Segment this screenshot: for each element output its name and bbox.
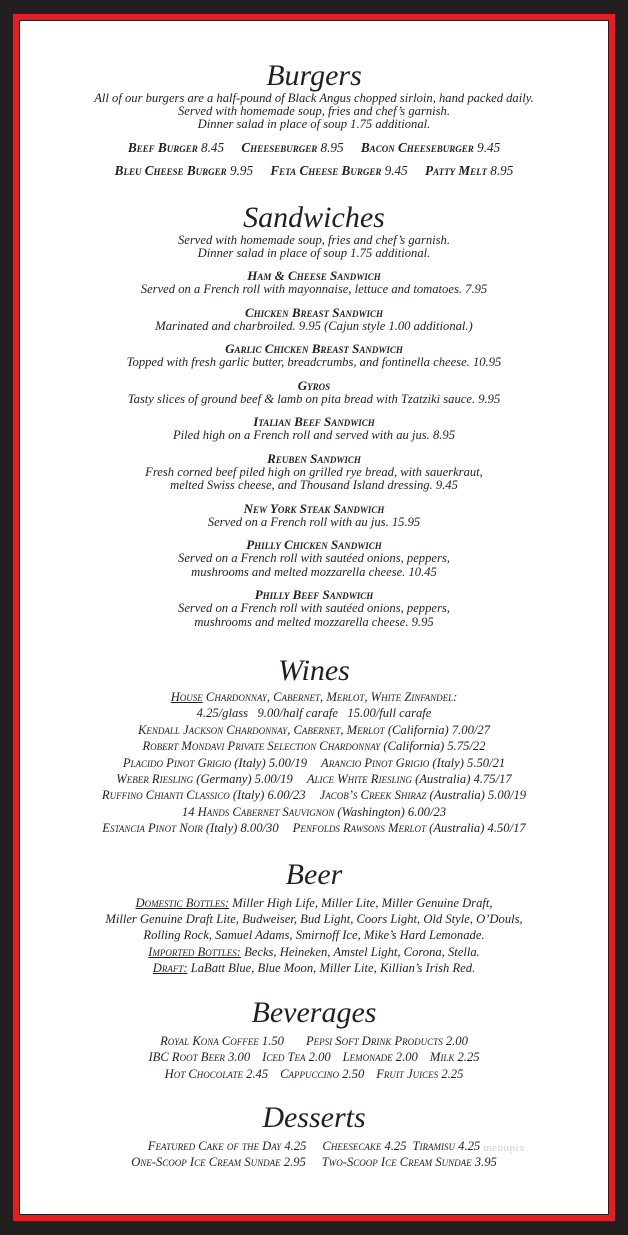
beer-title: Beer bbox=[285, 857, 343, 891]
sandwich-desc: mushrooms and melted mozzarella cheese. 10.45 bbox=[191, 564, 437, 579]
beer-domestic-line bbox=[35, 895, 593, 911]
burger-name: Cheeseburger bbox=[241, 140, 318, 155]
wine-name: Placido Pinot Grigio bbox=[122, 755, 232, 770]
dessert-price: 4.25 bbox=[381, 1138, 407, 1153]
beverage-line bbox=[35, 1066, 593, 1082]
beer-draft-label: Draft: bbox=[152, 961, 188, 976]
sandwich-name: Philly Chicken Sandwich bbox=[246, 537, 382, 552]
beverage-price: 2.45 bbox=[242, 1066, 269, 1081]
wine-name: Weber Riesling bbox=[116, 772, 194, 787]
beer-domestic-label: Domestic Bottles: bbox=[135, 895, 230, 910]
beverages-title: Beverages bbox=[251, 995, 377, 1029]
sandwich-item bbox=[35, 587, 593, 629]
wine-detail: (California) 5.75/22 bbox=[380, 739, 486, 754]
sandwich-desc: Served on a French roll with au jus. 15.95 bbox=[207, 514, 421, 529]
menu-content bbox=[35, 60, 593, 1171]
beverage-name: Pepsi Soft Drink Products bbox=[305, 1033, 443, 1048]
sandwich-desc: mushrooms and melted mozzarella cheese. 9.95 bbox=[194, 614, 434, 629]
sandwich-desc: Topped with fresh garlic butter, breadcrumbs, and fontinella cheese. 10.95 bbox=[126, 355, 502, 369]
sandwich-name: Garlic Chicken Breast Sandwich bbox=[225, 341, 403, 356]
burger-name: Beef Burger bbox=[127, 140, 198, 155]
sandwich-desc: Fresh corned beef piled high on grilled rye bread, with sauerkraut, bbox=[145, 464, 483, 479]
sandwich-desc: Served on a French roll with sautéed onions, peppers, bbox=[178, 601, 450, 615]
beverage-line bbox=[35, 1033, 593, 1049]
dessert-price: 4.25 bbox=[455, 1138, 481, 1153]
beverage-name: Royal Kona Coffee bbox=[160, 1033, 259, 1048]
wines-title: Wines bbox=[278, 654, 350, 687]
sandwich-name: Italian Beef Sandwich bbox=[253, 414, 375, 429]
dessert-name: Tiramisu bbox=[412, 1138, 456, 1153]
burgers-intro-line: Served with homemade soup, fries and chef’s garnish. bbox=[177, 104, 450, 118]
wine-detail: (Italy) 5.50/21 bbox=[429, 755, 506, 770]
sandwiches-intro-line: Dinner salad in place of soup 1.75 additional. bbox=[197, 246, 431, 260]
wine-house-varieties: Chardonnay, Cabernet, Merlot, White Zinfandel: bbox=[202, 690, 458, 704]
wine-line bbox=[35, 771, 593, 787]
beer-domestic-list: Miller High Life, Miller Lite, Miller Genuine Draft, bbox=[229, 895, 493, 910]
beverage-name: Iced Tea bbox=[262, 1050, 306, 1065]
sandwich-item bbox=[35, 305, 593, 334]
wine-detail: (Germany) 5.00/19 bbox=[193, 772, 293, 787]
beverage-price: 2.50 bbox=[339, 1066, 365, 1081]
wine-name: Ruffino Chianti Classico bbox=[101, 788, 230, 803]
sandwich-name: Philly Beef Sandwich bbox=[254, 587, 374, 602]
sandwich-name: Chicken Breast Sandwich bbox=[244, 304, 384, 320]
burger-price: 9.45 bbox=[384, 163, 408, 178]
beverage-price: 1.50 bbox=[258, 1033, 284, 1048]
burger-name: Bleu Cheese Burger bbox=[114, 163, 227, 178]
desserts-title: Desserts bbox=[262, 1100, 366, 1134]
sandwich-item bbox=[35, 501, 593, 530]
burger-price: 8.95 bbox=[320, 140, 344, 155]
wine-name: Estancia Pinot Noir bbox=[102, 821, 203, 836]
burgers-intro-line: All of our burgers are a half-pound of Black Angus chopped sirloin, hand packed daily. bbox=[94, 91, 534, 105]
sandwich-desc: Served on a French roll with mayonnaise, lettuce and tomatoes. 7.95 bbox=[140, 282, 488, 296]
wine-detail: (Washington) 6.00/23 bbox=[334, 804, 447, 819]
wines-section bbox=[35, 655, 593, 837]
wine-detail: (Australia) 4.75/17 bbox=[412, 772, 512, 787]
beverage-line bbox=[35, 1049, 593, 1065]
burger-price: 8.45 bbox=[201, 140, 225, 155]
beer-draft-line bbox=[35, 960, 593, 976]
beer-domestic-line: Miller Genuine Draft Lite, Budweiser, Bud Light, Coors Light, Old Style, O’Douls, bbox=[105, 912, 523, 927]
sandwiches-section bbox=[35, 202, 593, 629]
burger-price: 8.95 bbox=[490, 163, 514, 178]
menupix-watermark: menupix bbox=[483, 1142, 525, 1154]
burgers-row-1 bbox=[35, 139, 593, 156]
beer-domestic-line: Rolling Rock, Samuel Adams, Smirnoff Ice, Mike’s Hard Lemonade. bbox=[143, 928, 485, 943]
sandwich-item bbox=[35, 378, 593, 407]
beverage-name: Fruit Juices bbox=[376, 1066, 439, 1081]
wine-name: Kendall Jackson Chardonnay, Cabernet, Merlot bbox=[137, 722, 385, 737]
wine-name: 14 Hands Cabernet Sauvignon bbox=[181, 804, 335, 819]
menu-paper bbox=[35, 36, 593, 1199]
wine-detail: (Australia) 4.50/17 bbox=[425, 821, 526, 836]
beverages-section bbox=[35, 997, 593, 1082]
wine-name: Robert Mondavi Private Selection Chardonnay bbox=[142, 739, 381, 754]
wine-detail: (California) 7.00/27 bbox=[384, 722, 490, 737]
beverage-price: 2.25 bbox=[438, 1066, 464, 1081]
wine-name: Penfolds Rawsons Merlot bbox=[292, 821, 426, 836]
sandwich-desc: Served on a French roll with sautéed onions, peppers, bbox=[178, 551, 450, 565]
sandwich-name: Gyros bbox=[297, 377, 331, 393]
burgers-title: Burgers bbox=[266, 59, 362, 92]
beer-draft-list: LaBatt Blue, Blue Moon, Miller Lite, Killian’s Irish Red. bbox=[187, 961, 476, 976]
dessert-price: 4.25 bbox=[281, 1138, 307, 1153]
beverage-price: 2.00 bbox=[392, 1050, 418, 1065]
wine-name: Jacob’s Creek Shiraz bbox=[319, 788, 427, 803]
burgers-intro-line: Dinner salad in place of soup 1.75 additional. bbox=[197, 117, 431, 131]
sandwich-item bbox=[35, 341, 593, 370]
burger-name: Bacon Cheeseburger bbox=[360, 140, 474, 155]
wine-detail: (Italy) 5.00/19 bbox=[231, 755, 307, 770]
burger-price: 9.45 bbox=[477, 140, 501, 155]
wine-line bbox=[35, 787, 593, 803]
dessert-price: 2.95 bbox=[280, 1155, 306, 1170]
sandwich-item bbox=[35, 268, 593, 297]
beer-imported-line bbox=[35, 944, 593, 960]
beverage-name: Lemonade bbox=[342, 1050, 393, 1065]
beverage-price: 2.00 bbox=[442, 1033, 468, 1048]
sandwich-desc: Piled high on a French roll and served with au jus. 8.95 bbox=[172, 428, 456, 442]
sandwiches-title: Sandwiches bbox=[243, 201, 385, 234]
sandwich-name: New York Steak Sandwich bbox=[243, 500, 385, 516]
sandwich-item bbox=[35, 451, 593, 493]
beverage-name: Hot Chocolate bbox=[164, 1066, 243, 1081]
dessert-name: Cheesecake bbox=[322, 1138, 382, 1153]
wine-line bbox=[35, 804, 593, 820]
dessert-line bbox=[35, 1154, 593, 1170]
beverage-price: 2.25 bbox=[454, 1050, 480, 1065]
wine-house-label: House bbox=[170, 690, 203, 704]
wine-detail: (Italy) 8.00/30 bbox=[202, 821, 279, 836]
burgers-section bbox=[35, 60, 593, 179]
wine-line bbox=[35, 722, 593, 738]
burger-price: 9.95 bbox=[229, 163, 254, 178]
burgers-row-2 bbox=[35, 162, 593, 179]
burger-name: Patty Melt bbox=[425, 163, 487, 178]
dessert-name: One-Scoop Ice Cream Sundae bbox=[131, 1155, 281, 1170]
beverage-name: Cappuccino bbox=[280, 1066, 340, 1081]
sandwiches-intro-line: Served with homemade soup, fries and chef’s garnish. bbox=[177, 233, 450, 247]
wine-line bbox=[35, 755, 593, 771]
burger-name: Feta Cheese Burger bbox=[270, 163, 382, 178]
wine-line bbox=[35, 820, 593, 836]
beer-imported-label: Imported Bottles: bbox=[148, 944, 241, 959]
sandwich-desc: melted Swiss cheese, and Thousand Island dressing. 9.45 bbox=[170, 478, 458, 492]
beverage-price: 2.00 bbox=[305, 1050, 331, 1065]
dessert-name: Featured Cake of the Day bbox=[147, 1138, 282, 1153]
beverage-price: 3.00 bbox=[224, 1050, 251, 1065]
beer-section bbox=[35, 859, 593, 977]
sandwich-item bbox=[35, 537, 593, 579]
wine-detail: (Australia) 5.00/19 bbox=[426, 788, 527, 803]
wine-name: Alice White Riesling bbox=[306, 772, 412, 787]
sandwich-name: Reuben Sandwich bbox=[267, 450, 361, 466]
dessert-name: Two-Scoop Ice Cream Sundae bbox=[321, 1155, 472, 1170]
beverage-name: Milk bbox=[429, 1050, 455, 1065]
beer-imported-list: Becks, Heineken, Amstel Light, Corona, Stella. bbox=[240, 944, 480, 959]
wine-house-line bbox=[35, 689, 593, 705]
wine-line bbox=[35, 738, 593, 754]
wine-detail: (Italy) 6.00/23 bbox=[229, 788, 306, 803]
beverage-name: IBC Root Beer bbox=[148, 1050, 225, 1065]
sandwich-item bbox=[35, 414, 593, 443]
sandwich-desc: Marinated and charbroiled. 9.95 (Cajun style 1.00 additional.) bbox=[155, 318, 473, 333]
dessert-price: 3.95 bbox=[471, 1155, 497, 1170]
wine-house-prices: 4.25/glass 9.00/half carafe 15.00/full carafe bbox=[196, 706, 432, 721]
wine-name: Arancio Pinot Grigio bbox=[321, 755, 430, 770]
sandwich-name: Ham & Cheese Sandwich bbox=[247, 268, 381, 283]
sandwich-desc: Tasty slices of ground beef & lamb on pita bread with Tzatziki sauce. 9.95 bbox=[127, 391, 501, 406]
desserts-section bbox=[35, 1102, 593, 1171]
